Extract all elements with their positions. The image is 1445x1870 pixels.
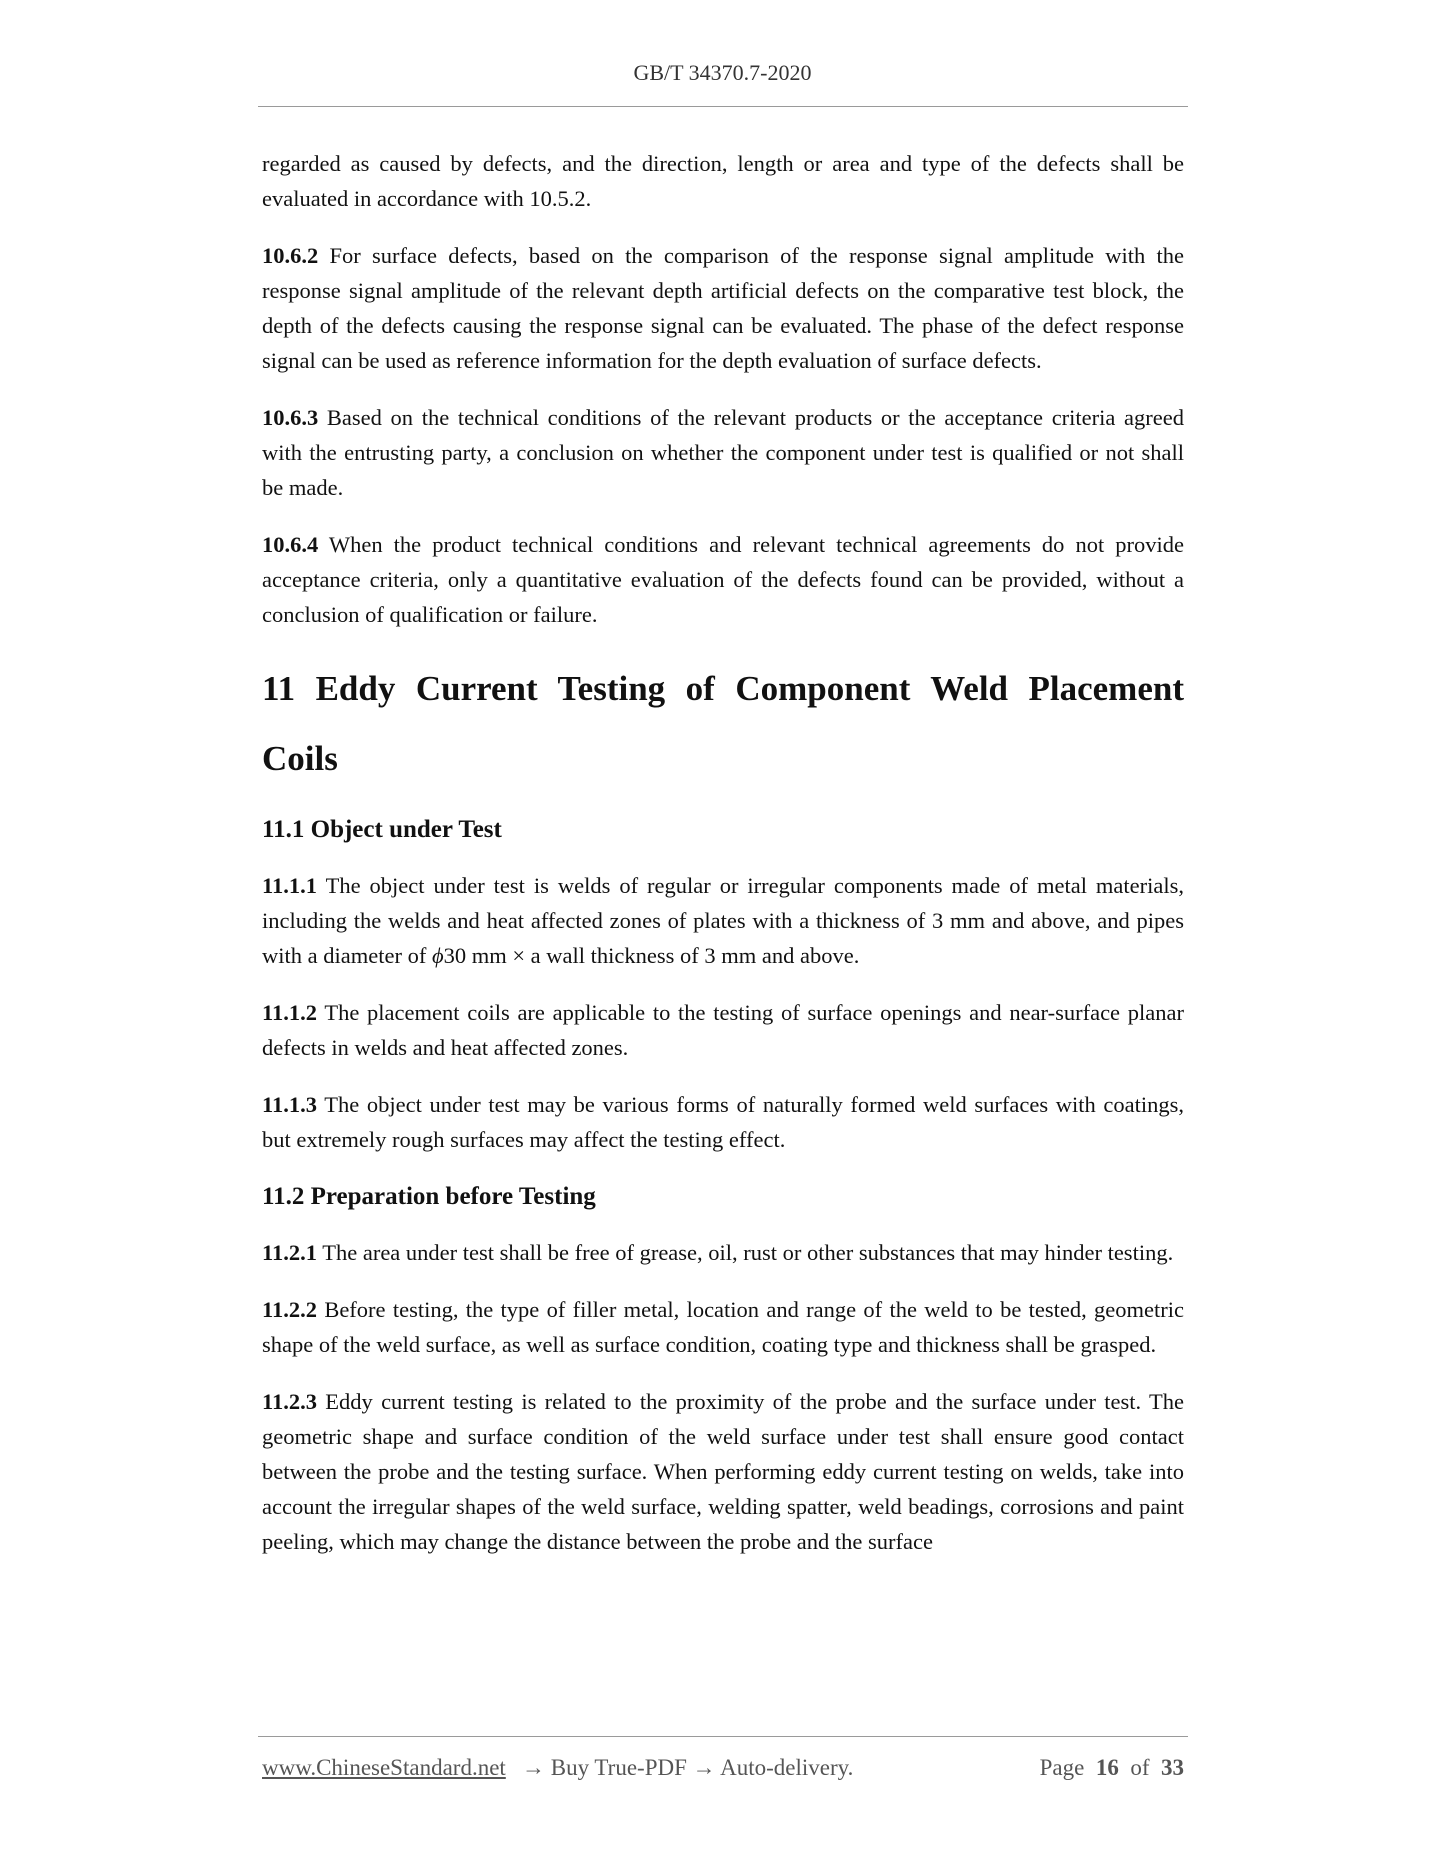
clause-11-1-2 <box>262 995 1184 1065</box>
clause-number: 10.6.2 <box>262 243 319 268</box>
clause-text: The object under test is welds of regular or irregular components made of metal materials, including the welds and heat affected zones of plates with a thickness of 3 mm and above, and pipes with a diameter of <box>262 873 1184 968</box>
page-content <box>262 146 1184 1581</box>
clause-11-1-1 <box>262 868 1184 973</box>
section-11-heading: 11 Eddy Current Testing of Component Weld Placement Coils <box>262 669 1184 778</box>
clause-text: For surface defects, based on the comparison of the response signal amplitude with the response signal amplitude of the relevant depth artificial defects on the comparative test block, the depth of the defects causing the response signal can be evaluated. The phase of the defect response signal can be used as reference information for the depth evaluation of surface defects. <box>262 243 1184 373</box>
clause-number: 11.1.2 <box>262 1000 318 1025</box>
page-indicator <box>1040 1755 1184 1781</box>
clause-number: 11.1.1 <box>262 873 318 898</box>
clause-number: 11.2.3 <box>262 1389 318 1414</box>
clause-10-6-2 <box>262 238 1184 378</box>
header-rule <box>258 106 1188 107</box>
buy-pdf-text: → Buy True-PDF → Auto-delivery. <box>522 1755 854 1780</box>
clause-text: Based on the technical conditions of the relevant products or the acceptance criteria agreed with the entrusting party, a conclusion on whether the component under test is qualified or not shall be made. <box>262 405 1184 500</box>
clause-number: 11.2.1 <box>262 1240 318 1265</box>
subsection-11-2-heading: 11.2 Preparation before Testing <box>262 1183 596 1210</box>
page-footer <box>262 1755 1184 1787</box>
website-link[interactable]: www.ChineseStandard.net <box>262 1755 506 1780</box>
page-total: 33 <box>1161 1755 1184 1780</box>
clause-number: 10.6.4 <box>262 532 319 557</box>
footer-rule <box>258 1736 1188 1737</box>
page-label: Page <box>1039 1755 1085 1780</box>
clause-text: Before testing, the type of filler metal, location and range of the weld to be tested, geometric shape of the weld surface, as well as surface condition, coating type and thickness shall be grasped. <box>262 1297 1184 1357</box>
clause-number: 10.6.3 <box>262 405 319 430</box>
clause-text: The object under test may be various forms of naturally formed weld surfaces with coatings, but extremely rough surfaces may affect the testing effect. <box>262 1092 1184 1152</box>
of-label: of <box>1130 1755 1150 1780</box>
clause-11-2-3 <box>262 1384 1184 1559</box>
clause-11-1-3 <box>262 1087 1184 1157</box>
clause-text-cont: 30 mm × a wall thickness of 3 mm and above. <box>443 943 860 968</box>
clause-10-6-4 <box>262 527 1184 632</box>
page-number: 16 <box>1095 1755 1119 1780</box>
subsection-11-1-heading: 11.1 Object under Test <box>262 816 502 843</box>
clause-11-2-1 <box>262 1235 1184 1270</box>
phi-symbol: ϕ <box>431 943 444 968</box>
clause-10-6-3 <box>262 400 1184 505</box>
clause-text: The area under test shall be free of grease, oil, rust or other substances that may hinder testing. <box>317 1240 1174 1265</box>
clause-text: Eddy current testing is related to the proximity of the probe and the surface under test. The geometric shape and surface condition of the weld surface under test shall ensure good contact between the probe and the testing surface. When performing eddy current testing on welds, take into account the irregular shapes of the weld surface, welding spatter, weld beadings, corrosions and paint peeling, which may change the distance between the probe and the surface <box>262 1389 1184 1554</box>
clause-number: 11.2.2 <box>262 1297 318 1322</box>
clause-text: The placement coils are applicable to the testing of surface openings and near-surface planar defects in welds and heat affected zones. <box>262 1000 1184 1060</box>
clause-11-2-2 <box>262 1292 1184 1362</box>
clause-number: 11.1.3 <box>262 1092 318 1117</box>
header-doc-id: GB/T 34370.7-2020 <box>633 60 812 85</box>
clause-text: When the product technical conditions and relevant technical agreements do not provide acceptance criteria, only a quantitative evaluation of the defects found can be provided, without a conclusion of qualification or failure. <box>262 532 1184 627</box>
continued-paragraph: regarded as caused by defects, and the direction, length or area and type of the defects shall be evaluated in accordance with 10.5.2. <box>262 151 1184 211</box>
